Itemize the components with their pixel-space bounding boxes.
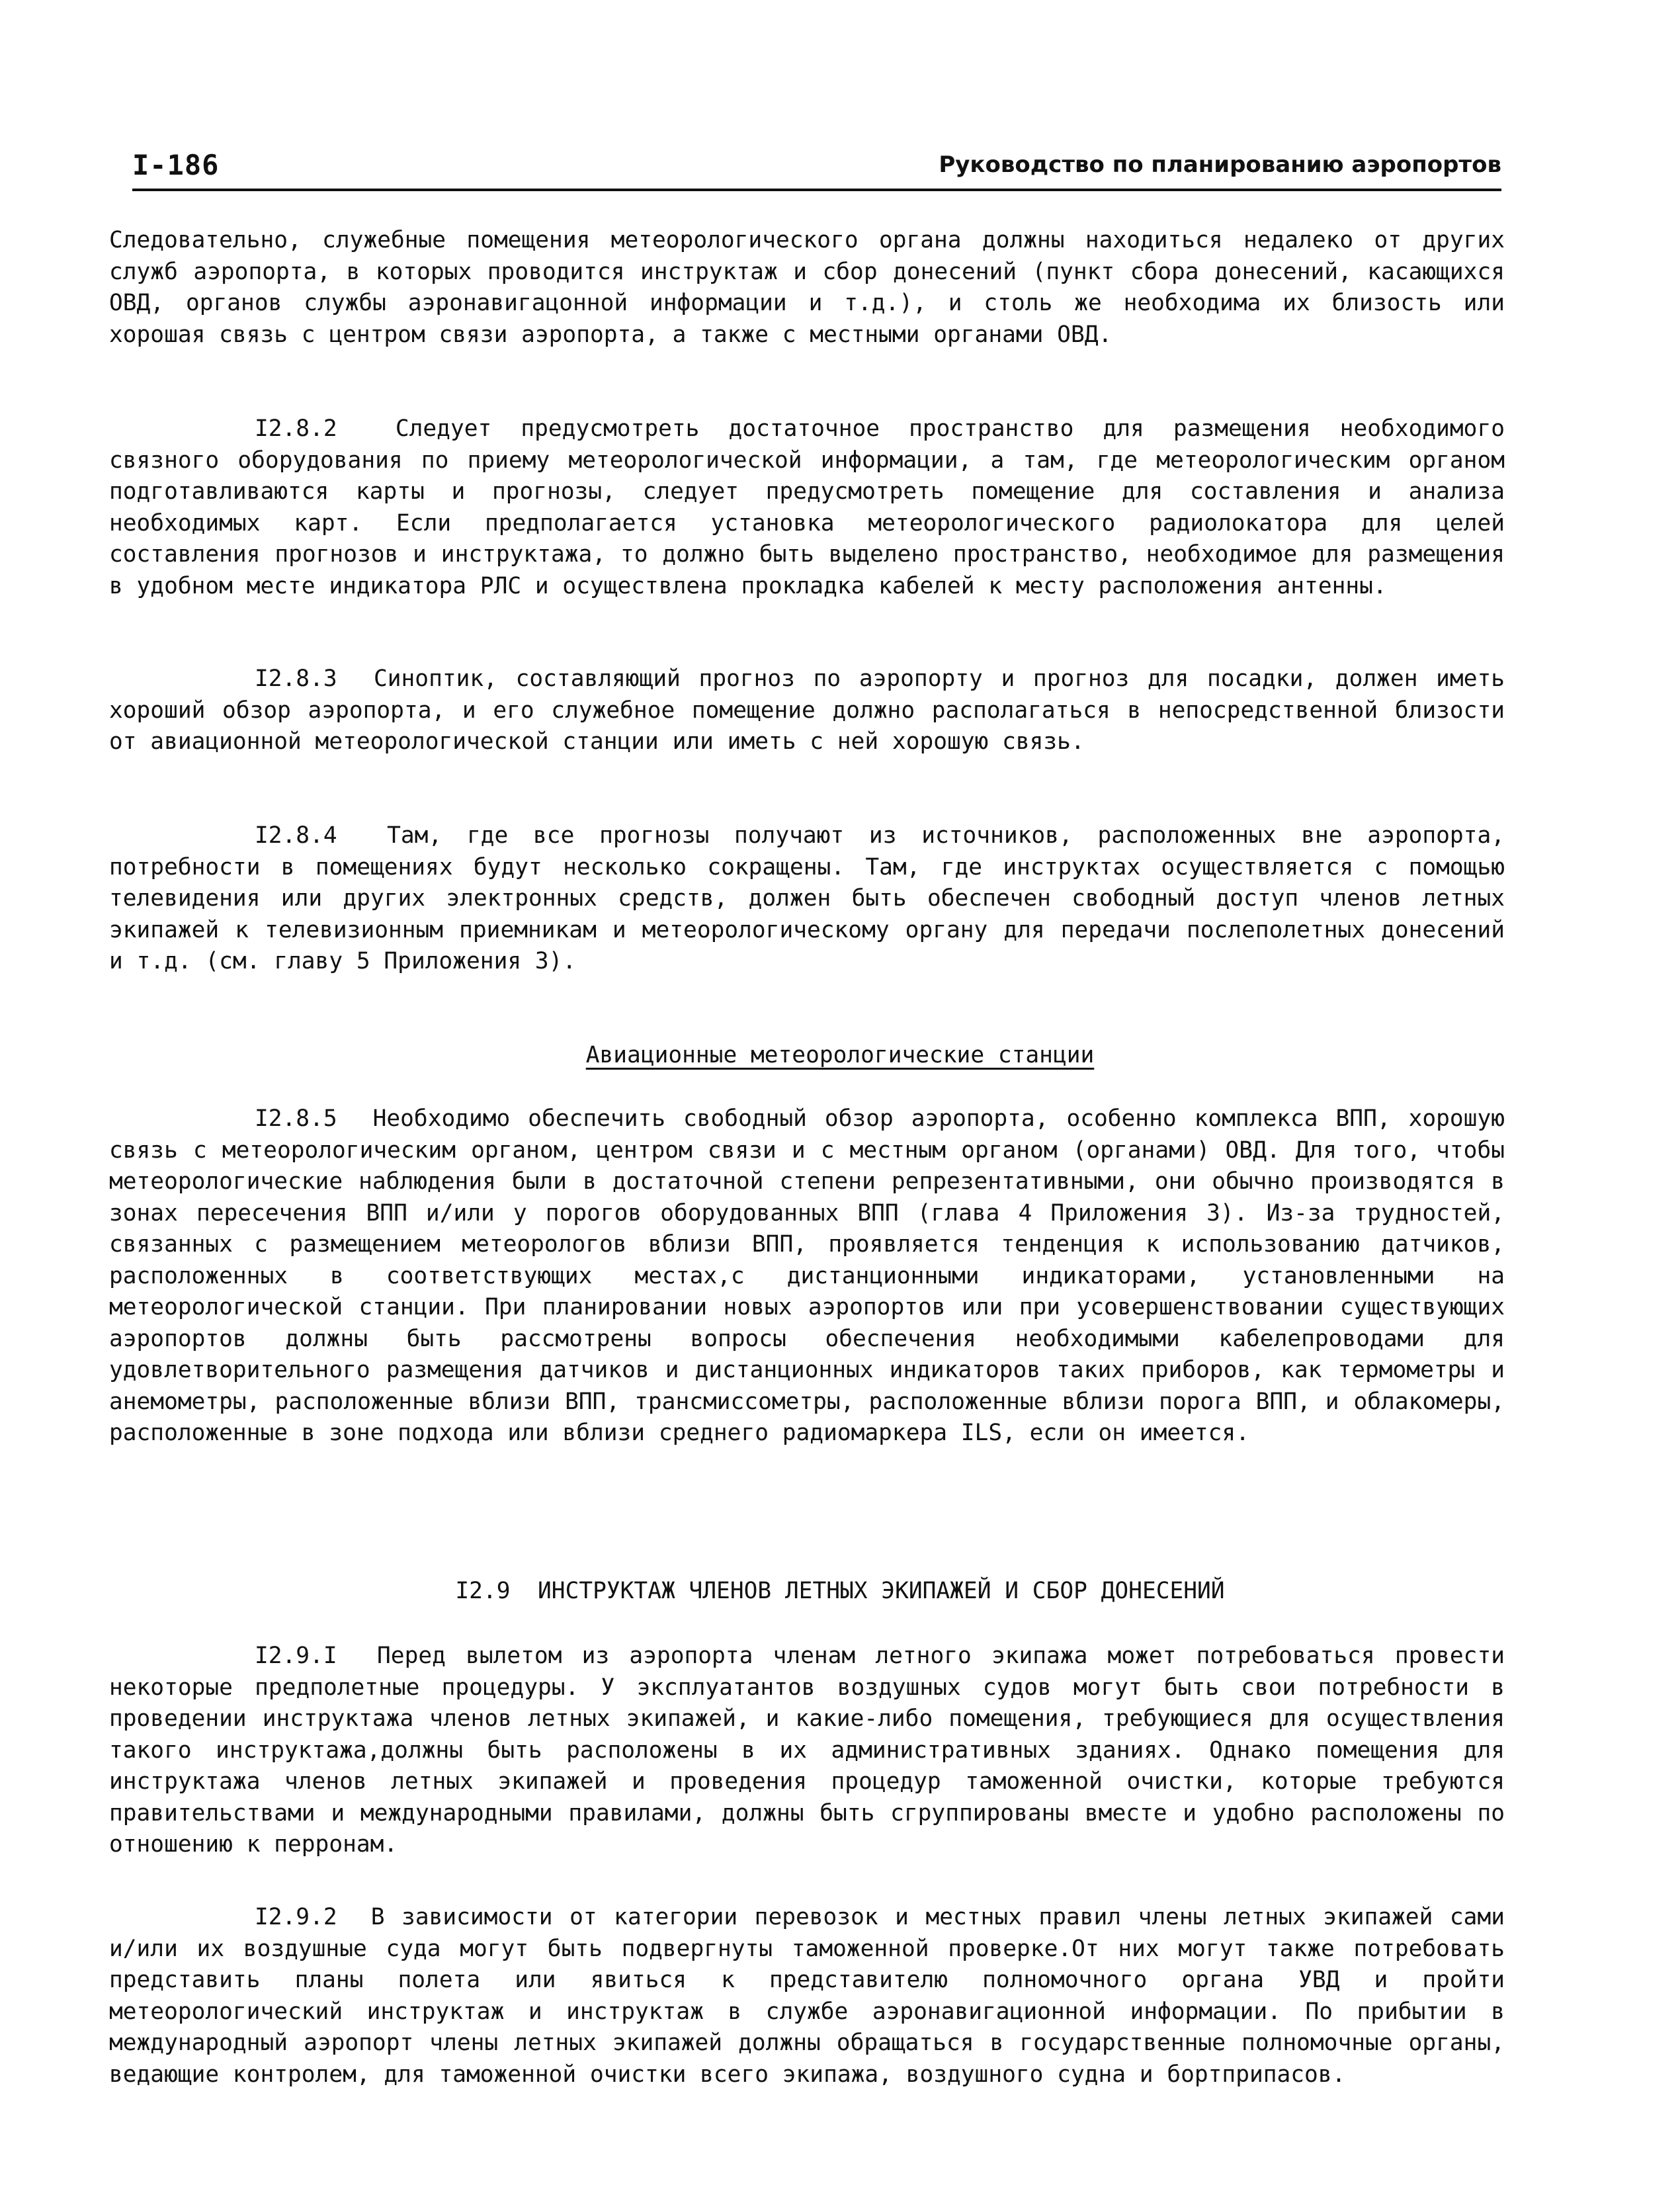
paragraph-12-8-3 (109, 664, 1505, 758)
subheading-text: Авиационные метеорологические станции (585, 1042, 1095, 1068)
paragraph-number: I2.9.2 (255, 1904, 337, 1930)
paragraph-number: I2.8.2 (255, 415, 337, 442)
paragraph-12-9-1 (109, 1641, 1505, 1861)
paragraph-text: Перед вылетом из аэропорта членам летного экипажа может потребоваться провести некоторые предполетные процедуры. У эксплуатантов воздушных судов могут быть свои потребности в проведении инструктажа членов летных экипажей, и какие-либо помещения, требующиеся для осуществления такого инструктажа,должны быть расположены в их административных зданиях. Однако помещения для инструктажа членов летных экипажей и проведения процедур таможенной очистки, которые требуются правительствами и международными правилами, должны быть сгруппированы вместе и удобно расположены по отношению к перронам. (109, 1643, 1505, 1858)
page-number: I-186 (132, 149, 220, 181)
subheading (0, 1042, 1680, 1068)
paragraph-number: I2.8.3 (255, 665, 337, 692)
section-heading-text: I2.9 ИНСТРУКТАЖ ЧЛЕНОВ ЛЕТНЫХ ЭКИПАЖЕЙ И СБОР ДОНЕСЕНИЙ (455, 1578, 1225, 1604)
paragraph-text: Синоптик, составляющий прогноз по аэропорту и прогноз для посадки, должен иметь хороший обзор аэропорта, и его служебное помещение должно располагаться в непосредственной близости от авиационной метеорологической станции или иметь с ней хорошую связь. (109, 665, 1505, 755)
paragraph-12-8-5 (109, 1103, 1505, 1449)
paragraph-continuation (109, 225, 1505, 351)
section-heading (0, 1578, 1680, 1604)
paragraph-number: I2.9.I (255, 1643, 337, 1669)
paragraph-text: В зависимости от категории перевозок и местных правил члены летных экипажей сами и/или их воздушные суда могут быть подвергнуты таможенной проверке.От них могут также потребовать представить планы полета или явиться к представителю полномочного органа УВД и пройти метеорологический инструктаж и инструктаж в службе аэронавигационной информации. По прибытии в международный аэропорт члены летных экипажей должны обращаться в государственные полномочные органы, ведающие контролем, для таможенной очистки всего экипажа, воздушного судна и бортприпасов. (109, 1904, 1505, 2088)
paragraph-12-9-2 (109, 1902, 1505, 2090)
paragraph-12-8-4 (109, 820, 1505, 978)
paragraph-text: Следует предусмотреть достаточное пространство для размещения необходимого связного оборудования по приему метеорологической информации, а там, где метеорологическим органом подготавливаются карты и прогнозы, следует предусмотреть помещение для составления и анализа необходимых карт. Если предполагается установка метеорологического радиолокатора для целей составления прогнозов и инструктажа, то должно быть выделено пространство, необходимое для размещения в удобном месте индикатора РЛС и осуществлена прокладка кабелей к месту расположения антенны. (109, 415, 1505, 599)
paragraph-text: Там, где все прогнозы получают из источников, расположенных вне аэропорта, потребности в помещениях будут несколько сокращены. Там, где инструктах осуществляется с помощью телевидения или других электронных средств, должен быть обеспечен свободный доступ членов летных экипажей к телевизионным приемникам и метеорологическому органу для передачи послеполетных донесений и т.д. (см. главу 5 Приложения 3). (109, 822, 1505, 974)
paragraph-text: Необходимо обеспечить свободный обзор аэропорта, особенно комплекса ВПП, хорошую связь с метеорологическим органом, центром связи и с местным органом (органами) ОВД. Для того, чтобы метеорологические наблюдения были в достаточной степени репрезентативными, они обычно производятся в зонах пересечения ВПП и/или у порогов оборудованных ВПП (глава 4 Приложения 3). Из-за трудностей, связанных с размещением метеорологов вблизи ВПП, проявляется тенденция к использованию датчиков, расположенных в соответствующих местах,с дистанционными индикаторами, установленными на метеорологической станции. При планировании новых аэропортов или при усовершенствовании существующих аэропортов должны быть рассмотрены вопросы обеспечения необходимыми кабелепроводами для удовлетворительного размещения датчиков и дистанционных индикаторов таких приборов, как термометры и анемометры, расположенные вблизи ВПП, трансмиссометры, расположенные вблизи порога ВПП, и облакомеры, расположенные в зоне подхода или вблизи среднего радиомаркера ILS, если он имеется. (109, 1105, 1505, 1446)
running-title: Руководство по планированию аэропортов (939, 151, 1501, 178)
paragraph-number: I2.8.5 (255, 1105, 337, 1132)
paragraph-12-8-2 (109, 413, 1505, 602)
paragraph-number: I2.8.4 (255, 822, 337, 849)
paragraph-text: Следовательно, служебные помещения метеорологического органа должны находиться недалеко от других служб аэропорта, в которых проводится инструктаж и сбор донесений (пункт сбора донесений, касающихся ОВД, органов службы аэронавигацонной информации и т.д.), и столь же необходима их близость или хорошая связь с центром связи аэропорта, а также с местными органами ОВД. (109, 227, 1505, 348)
